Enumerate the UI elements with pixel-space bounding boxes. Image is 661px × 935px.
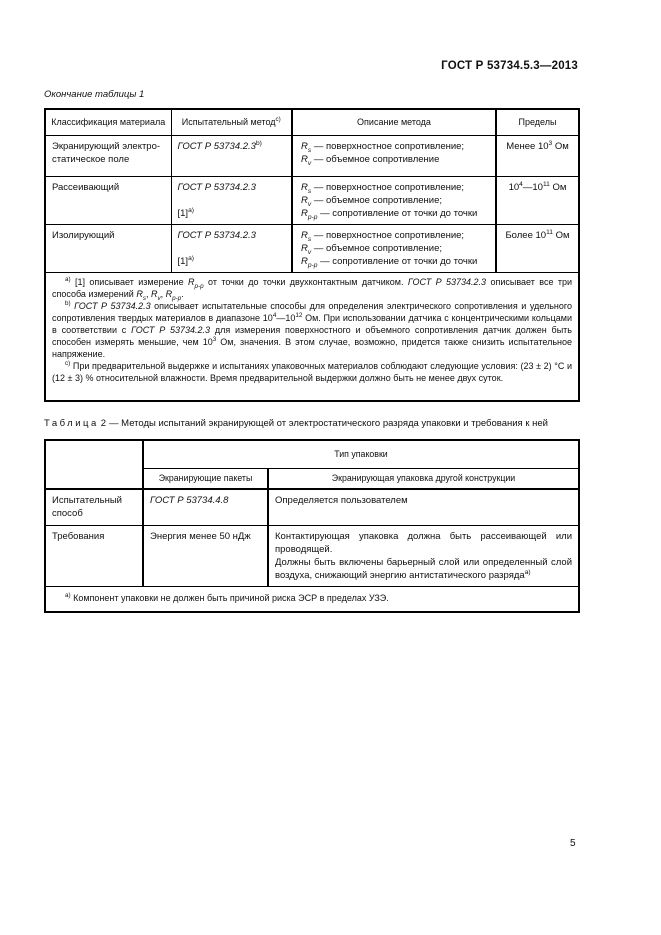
row-label-cell: Требования [45, 525, 143, 586]
table-row [45, 224, 579, 272]
description-cell: $R_s$ — поверхностное сопротивление; $R_v$ — объемное сопротивление; $R_{p-p}$ — сопротивление от точки до точки [292, 224, 496, 272]
table2-caption-text: — Методы испытаний экранирующей от электростатического разряда упаковки и требования к ней [109, 418, 548, 429]
method-cell: ГОСТ Р 53734.2.3$^{b)}$ [171, 135, 292, 176]
table2-corner-cell [45, 440, 143, 489]
description-cell: $R_s$ — поверхностное сопротивление; $R_v$ — объемное сопротивление [292, 135, 496, 176]
table-row [45, 135, 579, 176]
footnote-a: $^{a)}$ [1] описывает измерение $R_{p-p}$ от точки до точки двухконтактным датчиком. ГОСТ Р 53734.2.3 описывает все три способа измерений $R_s$, $R_v$, $R_{p-p}$. [52, 275, 573, 302]
footnote-a: $^{a)}$ Компонент упаковки не должен быть причиной риска ЭСР в пределах УЗЭ. [65, 591, 389, 603]
table2-caption [44, 418, 578, 430]
table2-footnote-row [45, 586, 579, 612]
table1-header-method: Испытательный метод$^{с)}$ [171, 109, 292, 135]
table2-footnote-cell [45, 586, 579, 612]
footnote-b: $^{b)}$ ГОСТ Р 53734.2.3 описывает испытательные способы для определения электрического сопротивления и удельного сопротивления твердых материалов в диапазоне $10^4—10^{12}$ Ом. При использовании датчика с концентрическими кольцами в соответствии с ГОСТ Р 53734.2.3 для измерения поверхностного и объемного сопротивления датчик должен быть способен измерять меньшие, чем $10^3$ Ом, значения. В этом случае, возможно, придется также снизить испытательное напряжение. [52, 299, 572, 359]
table1-material-classification [44, 108, 580, 402]
table2-caption-word: Таблица [44, 418, 99, 429]
table2-group-header-row [45, 440, 579, 468]
table-row [45, 489, 579, 525]
table1-footnotes-row [45, 272, 579, 401]
page-number: 5 [570, 838, 576, 849]
other-packaging-cell: Контактирующая упаковка должна быть рассеивающей или проводящей. Должны быть включены барьерный слой или определенный слой воздуха, снижающий энергию антистатического разряда$^{a)}$ [268, 525, 579, 586]
limits-cell: Менее $10^3$ Ом [496, 135, 579, 176]
bags-cell: ГОСТ Р 53734.4.8 [143, 489, 268, 525]
table-row [45, 176, 579, 224]
bags-cell: Энергия менее 50 нДж [143, 525, 268, 586]
material-cell: Изолирующий [45, 224, 171, 272]
method-cell: ГОСТ Р 53734.2.3 $[1]^{a)}$ [171, 176, 292, 224]
other-packaging-cell: Определяется пользователем [268, 489, 579, 525]
limits-cell: Более $10^{11}$ Ом [496, 224, 579, 272]
material-cell: Экранирующий электро- статическое поле [45, 135, 171, 176]
footnote-c: $^{c)}$ При предварительной выдержке и испытаниях упаковочных материалов соблюдают следующие условия: (23 ± 2) °С и (12 ± 3) % относительной влажности. Время предварительной выдержки должно быть не менее двух суток. [52, 359, 572, 383]
table1-header-limits: Пределы [496, 109, 579, 135]
limits-cell: $10^4—10^{11}$ Ом [496, 176, 579, 224]
table2-packaging-tests [44, 439, 580, 613]
doc-number-header: ГОСТ Р 53734.5.3—2013 [441, 60, 578, 72]
table2-subheader-bags: Экранирующие пакеты [143, 468, 268, 489]
table1-continuation-label: Окончание таблицы 1 [44, 89, 145, 100]
table2-header-packaging-type: Тип упаковки [143, 440, 579, 468]
table1-header-material: Классификация материала [45, 109, 171, 135]
table2-caption-number: 2 [100, 418, 107, 429]
method-cell: ГОСТ Р 53734.2.3 $[1]^{a)}$ [171, 224, 292, 272]
table-row [45, 525, 579, 586]
table2-subheader-other: Экранирующая упаковка другой конструкции [268, 468, 579, 489]
table1-footnotes-cell [45, 272, 579, 401]
table1-header-row [45, 109, 579, 135]
material-cell: Рассеивающий [45, 176, 171, 224]
row-label-cell: Испытательный способ [45, 489, 143, 525]
description-cell: $R_s$ — поверхностное сопротивление; $R_v$ — объемное сопротивление; $R_{p-p}$ — сопротивление от точки до точки [292, 176, 496, 224]
table1-header-description: Описание метода [292, 109, 496, 135]
